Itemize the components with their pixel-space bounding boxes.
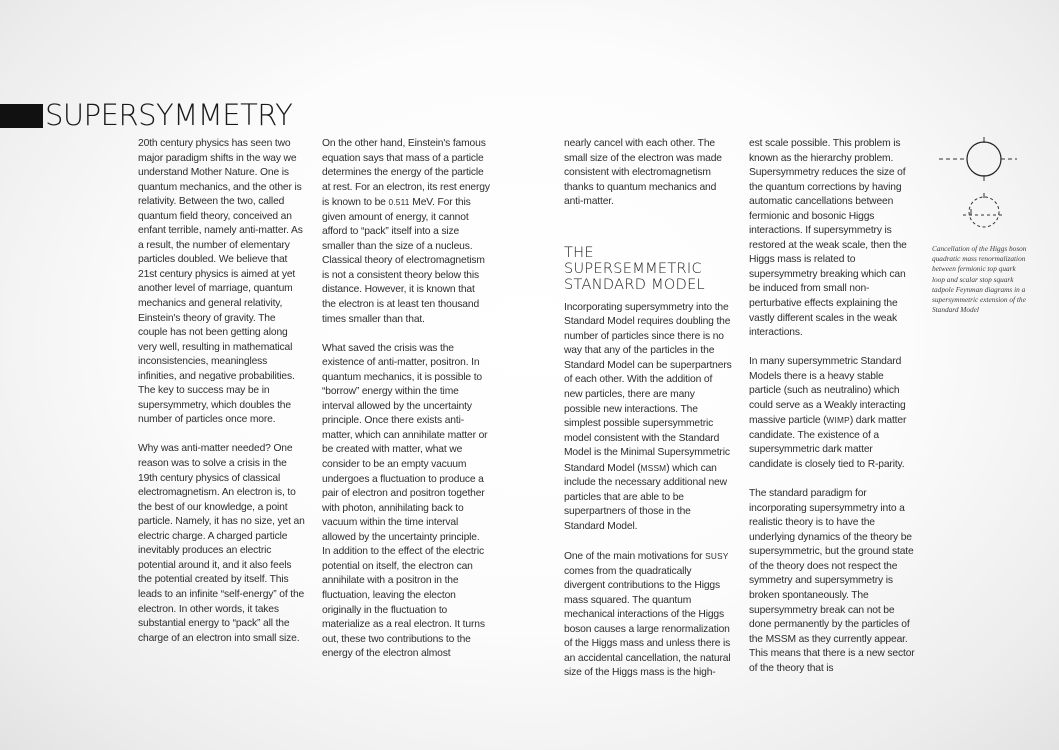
text-column-3 <box>564 137 732 681</box>
paragraph: The standard paradigm for incorporating supersymmetry into a realistic theory is to have the underlying dynamics of the theory be supersymmetric, but the ground state of the theory does not respect the symmetry and supersymmetry is broken spontaneously. The supersymmetry break can not be done permanently by the particles of the MSSM as they currently appear. This means that there is a new sector of the theory that is <box>749 488 915 674</box>
paragraph: In many supersymmetric Standard Models there is a heavy stable particle (such as neutralino) which could serve as a Weakly interacting massive particle (WIMP) dark matter candidate. The existence of a supersymmetric dark matter candidate is closely tied to R-parity. <box>749 356 907 471</box>
section-heading: THE SUPERSEMMETRIC STANDARD MODEL <box>564 244 705 293</box>
paragraph: One of the main motivations for SUSY comes from the quadratically divergent contributions to the Higgs mass squared. The quantum mechanical interactions of the Higgs boson causes a large renormalization of the Higgs mass and unless there is an accidental cancellation, the natural size of the Higgs mass is the high- <box>564 551 731 679</box>
text-column-1 <box>138 137 306 646</box>
paragraph: What saved the crisis was the existence of anti-matter, positron. In quantum mechanics, it is possible to “borrow” energy within the time interval allowed by the uncertainty principle. Once there exists anti-matter, which can annihilate matter or be created with matter, what we consider to be an empty vacuum undergoes a fluctuation to produce a pair of electron and positron together with photon, annihilating back to vacuum within the time interval allowed by the uncertainty principle. In addition to the effect of the electric potential on itself, the electron can annihilate with a positron in the fluctuation, leaving the electon originally in the fluctuation to materialize as a real electron. It turns out, these two contributions to the energy of the electron almost <box>322 342 488 660</box>
title-accent-bar <box>0 104 43 128</box>
paragraph: On the other hand, Einstein's famous equation says that mass of a particle determines the energy of the particle at rest. For an electron, its rest energy is known to be 0.511 MeV. For this given amount of energy, it cannot afford to “pack” itself into a size smaller than the size of a nucleus. Classical theory of electromagnetism is not a consistent theory below this distance. However, it is known that the electron is at least ten thousand times smaller than that. <box>322 138 490 325</box>
paragraph: est scale possible. This problem is known as the hierarchy problem. Supersymmetry reduces the size of the quantum corrections by having automatic cancellations between fermionic and bosonic Higgs interactions. If supersymmetry is restored at the weak scale, then the Higgs mass is related to supersymmetry breaking which can be induced from small non-perturbative effects explaining the vastly different scales in the weak interactions. <box>749 138 907 339</box>
paragraph: 20th century physics has seen two major paradigm shifts in the way we understand Mother Nature. One is quantum mechanics, and the other is relativity. Between the two, called quantum field theory, conceived an enfant terrible, namely anti-matter. As a result, the number of elementary particles doubled. We believe that 21st century physics is aimed at yet another level of marriage, quantum mechanics and general relativity, Einstein's theory of gravity. The couple has not been getting along very well, resulting in mathematical inconsistencies, meaningless infinities, and negative probabilities. The key to success may be in supersymmetry, which doubles the number of particles once more. <box>138 138 303 426</box>
text-column-4 <box>749 137 917 676</box>
susy-abbreviation: SUSY <box>705 551 729 562</box>
mssm-abbreviation: MSSM <box>640 462 667 473</box>
energy-value: 0.511 <box>388 197 410 208</box>
wimp-abbreviation: WIMP <box>826 415 850 426</box>
paragraph: Incorporating supersymmetry into the Standard Model requires doubling the number of particles since there is no way that any of the particles in the Standard Model can be superpartners of each other. With the addition of new particles, there are many possible new interactions. The simplest possible supersymmetric model consistent with the Standard Model is the Minimal Supersymmetric Standard Model (MSSM) which can include the necessary additional new particles that are able to be superpartners of those in the Standard Model. <box>564 301 732 532</box>
paragraph: nearly cancel with each other. The small size of the electron was made consistent with electromagnetism thanks to quantum mechanics and anti-matter. <box>564 138 722 208</box>
feynman-diagrams <box>937 133 1019 233</box>
paragraph: Why was anti-matter needed? One reason was to solve a crisis in the 19th century physics of classical electromagnetism. An electron is, to the best of our knowledge, a point particle. Namely, it has no size, yet an electric charge. A charged particle inevitably produces an electric potential around it, and it also feels the potential created by itself. This leads to an infinite “self-energy” of the electron. In other words, it takes substantial energy to “pack” all the charge of an electron into small size. <box>138 443 305 644</box>
page-title: SUPERSYMMETRY <box>45 98 293 132</box>
figure-caption: Cancellation of the Higgs boson quadratic mass renormalization between fermionic top quark loop and scalar stop squark tadpole Feynman diagrams in a supersymmetric extension of the Standard Model <box>932 244 1027 315</box>
text-column-2 <box>322 137 490 662</box>
scalar-tadpole-diagram <box>963 193 1005 227</box>
fermion-loop-diagram <box>939 137 1017 181</box>
